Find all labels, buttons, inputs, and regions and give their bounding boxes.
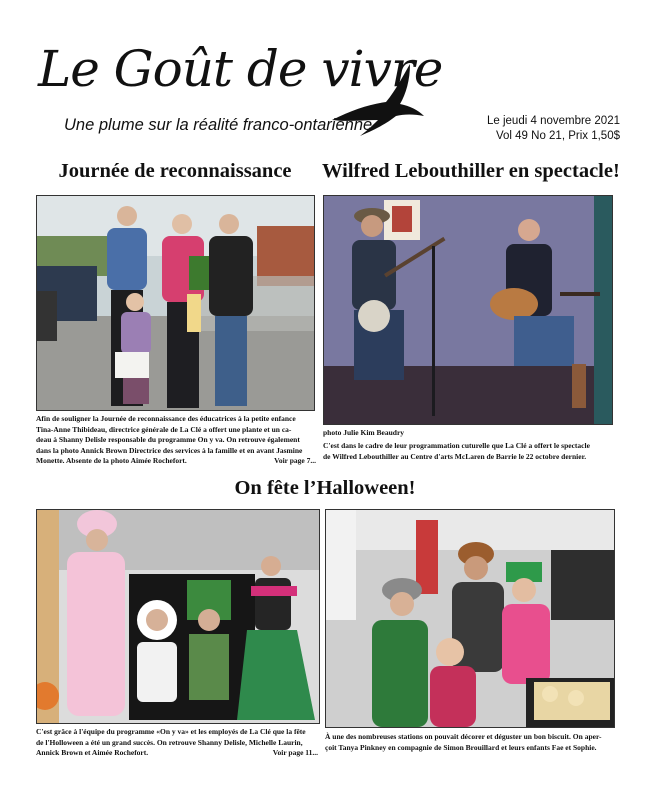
- caption-line: Tina-Anne Thibideau, directrice générale de La Clé a offert une plante et un ca-: [36, 424, 292, 434]
- headline-halloween: On fête l’Halloween!: [234, 477, 416, 499]
- swallow-bird-icon: [330, 60, 426, 142]
- caption-line: de Wilfred Lebouthiller au Centre d'arts McLaren de Barrie le 22 octobre dernier.: [323, 451, 587, 461]
- photo-halloween-staff: [36, 509, 320, 724]
- headline-concert: Wilfred Lebouthiller en spectacle!: [322, 160, 620, 182]
- caption-concert: [323, 441, 613, 462]
- caption-line: de l'Holloween a été un grand succès. On retrouve Shanny Delisle, Michelle Laurin,: [36, 737, 303, 747]
- caption-recognition: [36, 414, 316, 467]
- caption-line: C'est grâce à l'équipe du programme «On y va» et les employés de La Clé que la fête: [36, 727, 306, 736]
- headline-recognition: Journée de reconnaissance: [58, 160, 292, 182]
- see-page-7-link[interactable]: Voir page 7...: [274, 456, 316, 465]
- caption-line: Annick Brown et Aimée Rochefort.: [36, 748, 149, 757]
- see-page-11-link[interactable]: Voir page 11...: [272, 748, 318, 757]
- caption-line: C'est dans le cadre de leur programmation cuturelle que La Clé a offert le spectacle: [323, 441, 590, 450]
- photo-recognition-day: [36, 195, 315, 411]
- photo-halloween-family: [325, 509, 615, 728]
- caption-line: Afin de souligner la Journée de reconnaissance des éducatrices à la petite enfance: [36, 414, 296, 423]
- newspaper-tagline: Une plume sur la réalité franco-ontarienne: [64, 116, 373, 134]
- newspaper-title: Le Goût de vivre: [38, 40, 443, 98]
- photo-credit: photo Julie Kim Beaudry: [323, 428, 405, 437]
- caption-halloween-staff: [36, 727, 318, 759]
- issue-volume-price: Vol 49 No 21, Prix 1,50$: [495, 130, 620, 142]
- caption-line: À une des nombreuses stations on pouvait décorer et déguster un bon biscuit. On aper-: [325, 732, 602, 741]
- caption-line: Monette. Absente de la photo Aimée Rochefort.: [36, 456, 187, 465]
- issue-date: Le jeudi 4 novembre 2021: [487, 115, 620, 127]
- photo-concert: [323, 195, 613, 425]
- caption-halloween-family: [325, 732, 617, 753]
- caption-line: dans la photo Annick Brown Directrice des services à la famille et en avant Jasmine: [36, 445, 303, 455]
- issue-info: [487, 114, 620, 144]
- caption-line: deau à Shanny Delisle responsable du programme On y va. On retrouve également: [36, 435, 300, 444]
- caption-line: çoit Tanya Pinkney en compagnie de Simon Brouillard et leurs enfants Fae et Sophie.: [325, 742, 597, 752]
